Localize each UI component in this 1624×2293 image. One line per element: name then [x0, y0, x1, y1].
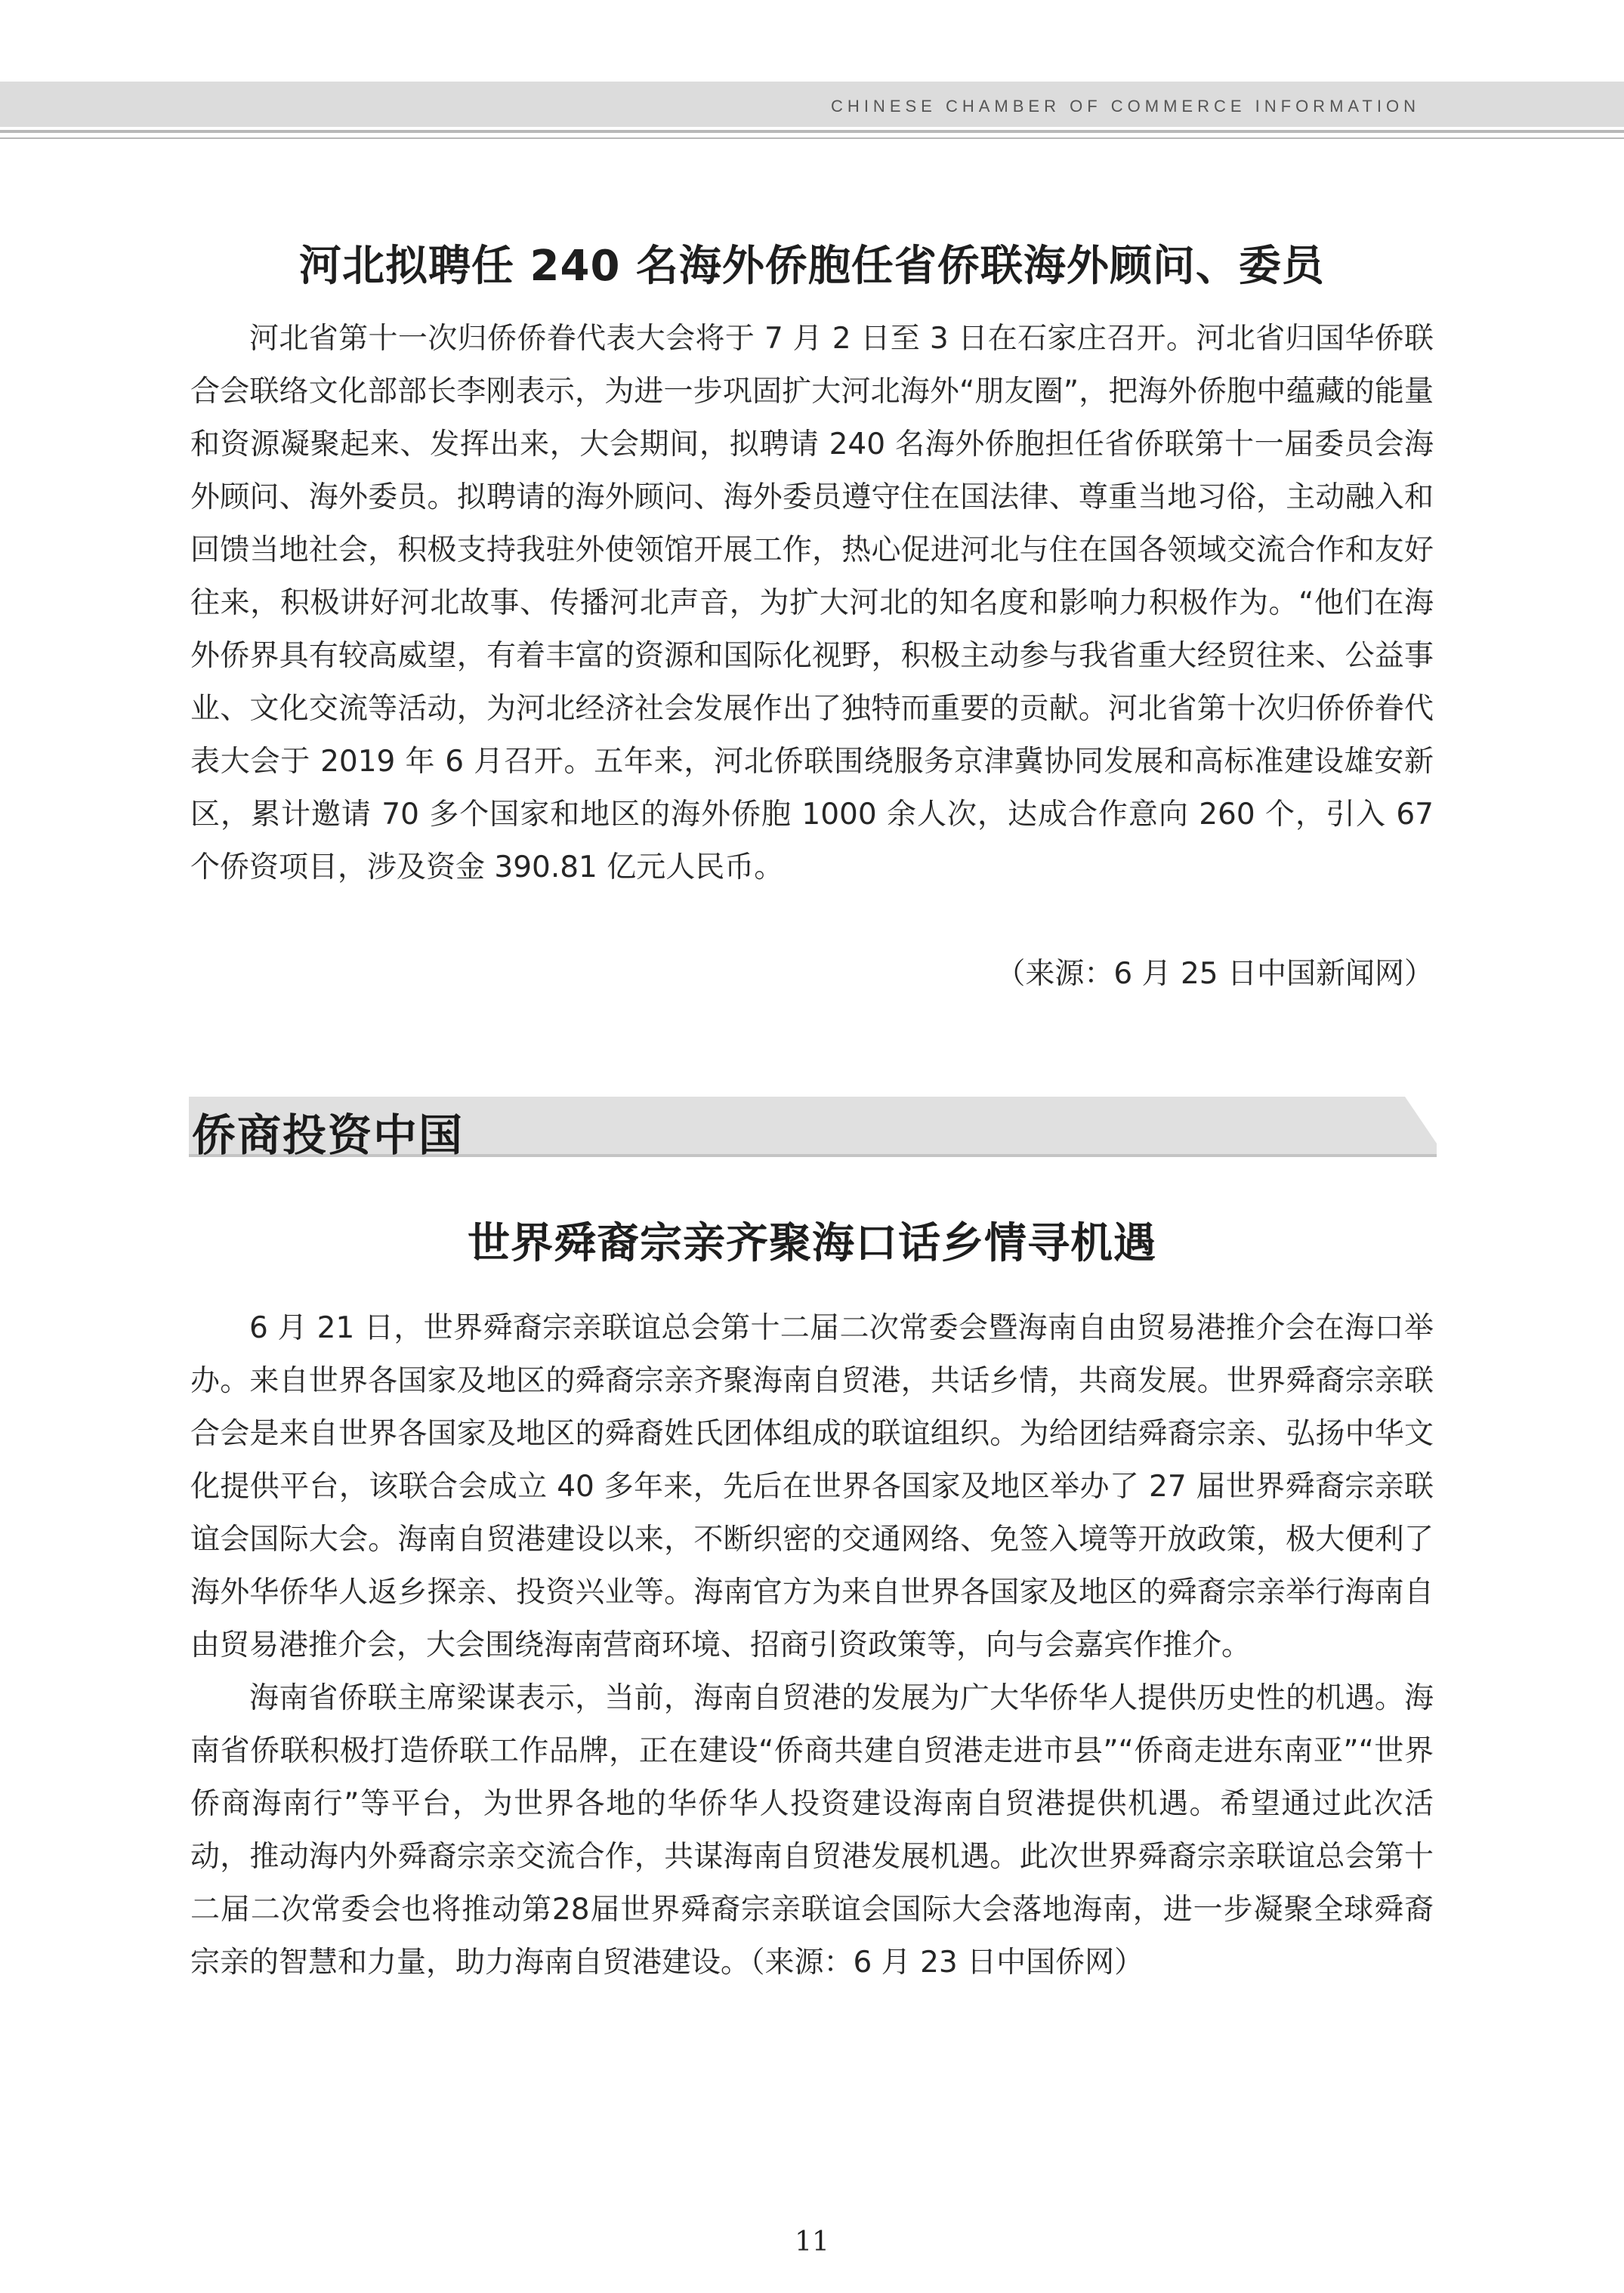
article-1-title: 河北拟聘任 240 名海外侨胞任省侨联海外顾问、委员 [299, 242, 1325, 291]
page-number: 11 [795, 2227, 829, 2258]
article-1-paragraph: 河北省第十一次归侨侨眷代表大会将于 7 月 2 日至 3 日在石家庄召开。河北省归国华侨联合会联络文化部部长李刚表示，为进一步巩固扩大河北海外“朋友圈”，把海外侨胞中蕴藏的能量和资源凝聚起来、发挥出来，大会期间，拟聘请 240 名海外侨胞担任省侨联第十一届委员会海外顾问、海外委员。拟聘请的海外顾问、海外委员遵守住在国法律、尊重当地习俗，主动融入和回馈当地社会，积极支持我驻外使领馆开展工作，热心促进河北与住在国各领域交流合作和友好往来，积极讲好河北故事、传播河北声音，为扩大河北的知名度和影响力积极作为。“他们在海外侨界具有较高威望，有着丰富的资源和国际化视野，积极主动参与我省重大经贸往来、公益事业、文化交流等活动，为河北经济社会发展作出了独特而重要的贡献。河北省第十次归侨侨眷代表大会于 2019 年 6 月召开。五年来，河北侨联围绕服务京津冀协同发展和高标准建设雄安新区，累计邀请 70 多个国家和地区的海外侨胞 1000 余人次，达成合作意向 260 个，引入 67 个侨资项目，涉及资金 390.81 亿元人民币。 [190, 322, 1434, 884]
article-1-source: （来源：6 月 25 日中国新闻网） [996, 957, 1434, 991]
header-rule [0, 130, 1624, 133]
header-rule-thin [0, 137, 1624, 139]
article-1-body [190, 313, 1434, 894]
article-2-body [190, 1302, 1434, 1989]
publication-name: CHINESE CHAMBER OF COMMERCE INFORMATION [831, 97, 1420, 116]
section-banner [189, 1097, 1437, 1161]
article-2-title: 世界舜裔宗亲齐聚海口话乡情寻机遇 [468, 1219, 1156, 1268]
section-title: 侨商投资中国 [192, 1109, 465, 1161]
article-2-paragraph-1: 6 月 21 日，世界舜裔宗亲联谊总会第十二届二次常委会暨海南自由贸易港推介会在海口举办。来自世界各国家及地区的舜裔宗亲齐聚海南自贸港，共话乡情，共商发展。世界舜裔宗亲联合会是来自世界各国家及地区的舜裔姓氏团体组成的联谊组织。为给团结舜裔宗亲、弘扬中华文化提供平台，该联合会成立 40 多年来，先后在世界各国家及地区举办了 27 届世界舜裔宗亲联谊会国际大会。海南自贸港建设以来，不断织密的交通网络、免签入境等开放政策，极大便利了海外华侨华人返乡探亲、投资兴业等。海南官方为来自世界各国家及地区的舜裔宗亲举行海南自由贸易港推介会，大会围绕海南营商环境、招商引资政策等，向与会嘉宾作推介。 [190, 1311, 1434, 1662]
article-2-paragraph-2: 海南省侨联主席梁谋表示，当前，海南自贸港的发展为广大华侨华人提供历史性的机遇。海南省侨联积极打造侨联工作品牌，正在建设“侨商共建自贸港走进市县”“侨商走进东南亚”“世界侨商海南行”等平台，为世界各地的华侨华人投资建设海南自贸港提供机遇。希望通过此次活动，推动海内外舜裔宗亲交流合作，共谋海南自贸港发展机遇。此次世界舜裔宗亲联谊总会第十二届二次常委会也将推动第28届世界舜裔宗亲联谊会国际大会落地海南，进一步凝聚全球舜裔宗亲的智慧和力量，助力海南自贸港建设。（来源：6 月 23 日中国侨网） [190, 1681, 1434, 1980]
